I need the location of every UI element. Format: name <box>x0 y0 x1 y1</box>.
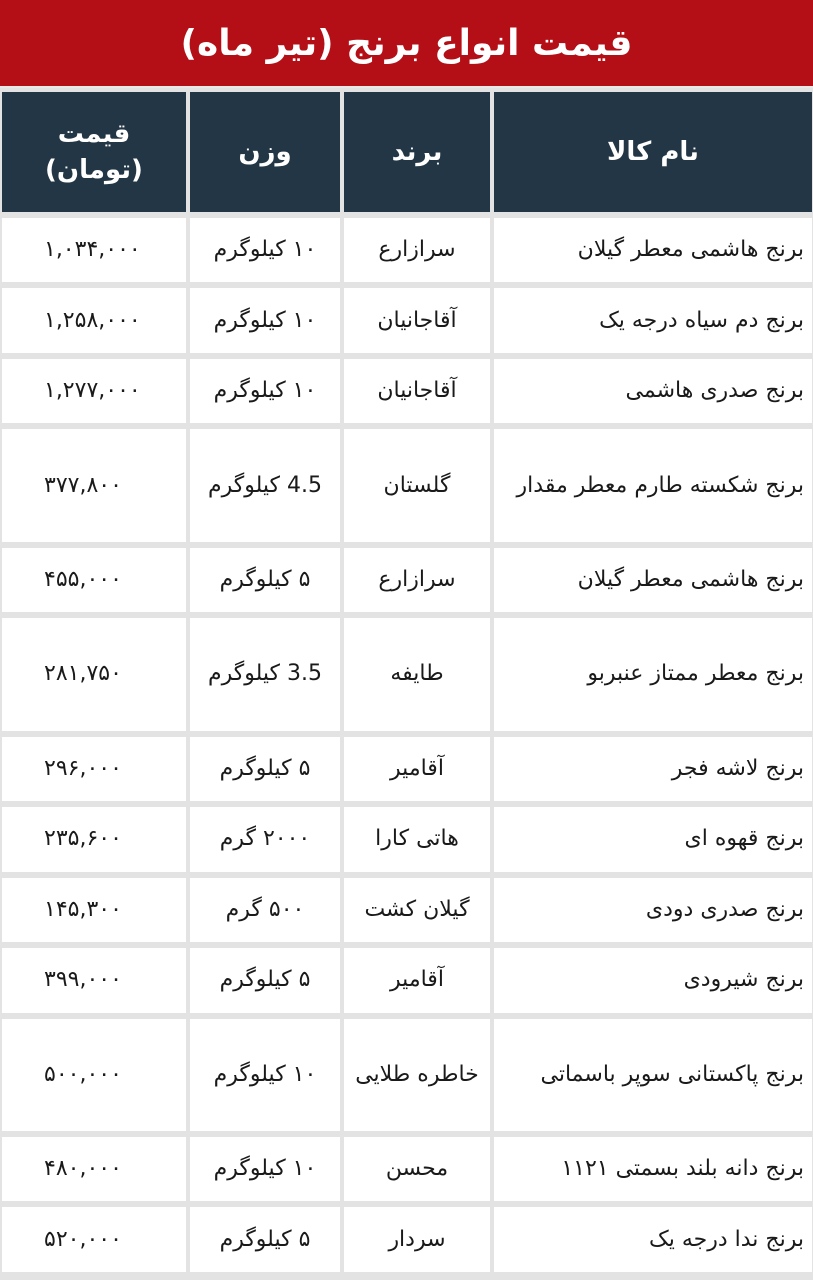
cell-price: ۵۲۰,۰۰۰ <box>2 1207 186 1272</box>
page-title-text: قیمت انواع برنج (تیر ماه) <box>180 22 633 64</box>
cell-name: برنج صدری دودی <box>494 878 812 942</box>
cell-brand: آقامیر <box>344 948 490 1012</box>
cell-name: برنج قهوه ای <box>494 807 812 871</box>
cell-weight: ۲۰۰۰ گرم <box>190 807 340 871</box>
price-table-container <box>0 88 813 1280</box>
cell-price: ۲۹۶,۰۰۰ <box>2 737 186 801</box>
cell-brand: سردار <box>344 1207 490 1272</box>
cell-name: برنج پاکستانی سوپر باسماتی <box>494 1019 812 1131</box>
table-row <box>2 807 812 871</box>
cell-weight: ۵ کیلوگرم <box>190 1207 340 1272</box>
cell-weight: 4.5 کیلوگرم <box>190 429 340 541</box>
cell-brand: محسن <box>344 1137 490 1201</box>
cell-price: ۳۹۹,۰۰۰ <box>2 948 186 1012</box>
table-row <box>2 218 812 282</box>
cell-weight: ۵ کیلوگرم <box>190 948 340 1012</box>
table-row <box>2 359 812 423</box>
cell-weight: ۵۰۰ گرم <box>190 878 340 942</box>
cell-name: برنج دانه بلند بسمتی ۱۱۲۱ <box>494 1137 812 1201</box>
cell-name: برنج شیرودی <box>494 948 812 1012</box>
table-row <box>2 737 812 801</box>
cell-price: ۱,۲۷۷,۰۰۰ <box>2 359 186 423</box>
table-body <box>2 218 812 1272</box>
cell-name: برنج صدری هاشمی <box>494 359 812 423</box>
price-table <box>0 86 813 1278</box>
cell-brand: گلستان <box>344 429 490 541</box>
header-name: نام کالا <box>494 92 812 212</box>
cell-price: ۴۵۵,۰۰۰ <box>2 548 186 612</box>
header-price <box>2 92 186 212</box>
header-price-unit: (تومان) <box>45 155 143 185</box>
header-weight: وزن <box>190 92 340 212</box>
cell-brand: خاطره طلایی <box>344 1019 490 1131</box>
cell-name: برنج معطر ممتاز عنبربو <box>494 618 812 730</box>
table-row <box>2 1137 812 1201</box>
page-title <box>0 0 813 86</box>
table-row <box>2 1207 812 1272</box>
cell-weight: ۱۰ کیلوگرم <box>190 1019 340 1131</box>
header-price-label: قیمت <box>57 119 131 149</box>
cell-name: برنج لاشه فجر <box>494 737 812 801</box>
cell-name: برنج ندا درجه یک <box>494 1207 812 1272</box>
table-row <box>2 548 812 612</box>
cell-brand: طایفه <box>344 618 490 730</box>
table-row <box>2 948 812 1012</box>
cell-brand: هاتی کارا <box>344 807 490 871</box>
table-row <box>2 878 812 942</box>
cell-price: ۳۷۷,۸۰۰ <box>2 429 186 541</box>
cell-price: ۲۳۵,۶۰۰ <box>2 807 186 871</box>
cell-weight: ۱۰ کیلوگرم <box>190 218 340 282</box>
cell-name: برنج هاشمی معطر گیلان <box>494 548 812 612</box>
cell-brand: آقاجانیان <box>344 359 490 423</box>
cell-weight: ۱۰ کیلوگرم <box>190 1137 340 1201</box>
table-row <box>2 1019 812 1131</box>
cell-name: برنج هاشمی معطر گیلان <box>494 218 812 282</box>
cell-price: ۱,۰۳۴,۰۰۰ <box>2 218 186 282</box>
cell-brand: سرازارع <box>344 548 490 612</box>
cell-weight: 3.5 کیلوگرم <box>190 618 340 730</box>
cell-weight: ۵ کیلوگرم <box>190 737 340 801</box>
cell-price: ۴۸۰,۰۰۰ <box>2 1137 186 1201</box>
cell-brand: سرازارع <box>344 218 490 282</box>
cell-brand: آقامیر <box>344 737 490 801</box>
table-row <box>2 288 812 352</box>
cell-name: برنج شکسته طارم معطر مقدار <box>494 429 812 541</box>
cell-price: ۲۸۱,۷۵۰ <box>2 618 186 730</box>
cell-brand: گیلان کشت <box>344 878 490 942</box>
header-brand: برند <box>344 92 490 212</box>
cell-weight: ۵ کیلوگرم <box>190 548 340 612</box>
cell-price: ۱۴۵,۳۰۰ <box>2 878 186 942</box>
table-header-row <box>2 92 812 212</box>
cell-name: برنج دم سیاه درجه یک <box>494 288 812 352</box>
cell-price: ۱,۲۵۸,۰۰۰ <box>2 288 186 352</box>
table-row <box>2 618 812 730</box>
table-row <box>2 429 812 541</box>
cell-weight: ۱۰ کیلوگرم <box>190 359 340 423</box>
cell-brand: آقاجانیان <box>344 288 490 352</box>
cell-price: ۵۰۰,۰۰۰ <box>2 1019 186 1131</box>
cell-weight: ۱۰ کیلوگرم <box>190 288 340 352</box>
